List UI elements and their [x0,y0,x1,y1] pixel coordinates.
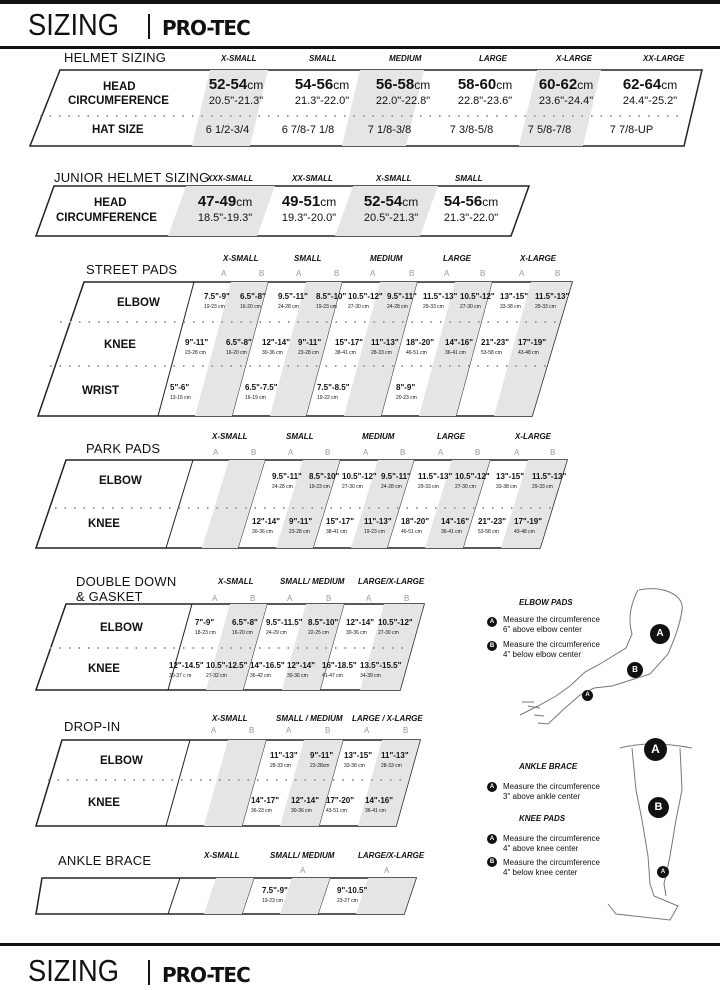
measurement-cell: 9"-11" 23-28 cm [298,338,322,356]
page-title: SIZING [28,7,119,42]
leg-marker-b-icon: B [648,797,669,818]
instruction-text: Measure the circumference 4" below knee center [503,858,600,877]
leg-illustration [608,744,692,920]
column-a-label: A [364,726,370,735]
row-label: HEAD [103,81,136,93]
measurement-cell: 10.5"-12" 27-30 cm [342,472,377,490]
measurement-cell: 9"-11" 23-28cm [310,751,334,769]
column-b-label: B [555,269,561,278]
column-a-label: A [370,269,376,278]
measurement-cell: 10.5"-12" 27-30 cm [378,618,413,636]
measurement-cell: 11"-13" 28-33 cm [381,751,409,769]
helmet-cell: 56-58cm 22.0"-22.8" [375,76,431,107]
column-a-label: A [300,866,306,875]
column-a-label: A [211,726,217,735]
row-label: KNEE [104,339,136,351]
size-header: LARGE [443,254,471,263]
column-b-label: B [325,726,331,735]
column-a-label: A [384,866,390,875]
column-a-label: A [444,269,450,278]
measurement-cell: 11.5"-13" 29-33 cm [423,292,458,310]
measurement-cell: 14"-16" 36-41 cm [441,517,470,535]
column-a-label: A [363,448,369,457]
measurement-cell: 21"-23" 53-58 cm [481,338,510,356]
size-header: LARGE / X-LARGE [352,714,423,723]
park-section-title: PARK PADS [86,441,161,456]
elbow-pads-title: ELBOW PADS [519,598,573,607]
measurement-cell: 7.5"-8.5" 19-22 cm [317,383,350,401]
marker-b-icon: B [487,857,497,867]
hat-size: 7 1/8-3/8 [367,124,412,136]
measurement-cell: 8.5"-10" 19-23 cm [316,292,347,310]
measurement-cell: 7.5"-9" 19-23 cm [204,292,230,310]
helmet-cell: 58-60cm 22.8"-23.6" [457,76,513,107]
measurement-cell: 14"-16" 36-41 cm [445,338,474,356]
size-header: X-SMALL [223,254,259,263]
double-section-title: DOUBLE DOWN & GASKET [76,574,177,604]
row-label: HAT SIZE [92,124,144,136]
measurement-cell: 7.5"-9" 19-23 cm [262,886,288,904]
measurement-cell: 18"-20" 46-51 cm [401,517,430,535]
measurement-cell: 6.5"-8" 16-20 cm [240,292,266,310]
brand-logo: PRO-TEC [162,963,250,987]
marker-a-icon: A [487,617,497,627]
dropin-section-title: DROP-IN [64,719,121,734]
size-header: MEDIUM [370,254,403,263]
measurement-cell: 9.5"-11" 24-28 cm [387,292,417,310]
divider [148,960,150,985]
column-b-label: B [475,448,481,457]
column-b-label: B [251,448,257,457]
column-a-label: A [438,448,444,457]
measurement-cell: 15"-17" 38-41 cm [335,338,364,356]
row-label: HEAD [94,197,127,209]
measurement-cell: 13"-15" 33-38 cm [496,472,525,490]
leg-marker-a-icon: A [657,866,669,878]
size-header: X-SMALL [218,577,254,586]
hat-size: 7 5/8-7/8 [527,124,572,136]
instruction-text: Measure the circumference 6" above elbow center [503,615,600,634]
size-header: XX-LARGE [643,54,685,63]
helmet-cell: 52-54cm 20.5"-21.3" [208,76,264,107]
row-label: WRIST [82,385,120,397]
measurement-cell: 11"-13" 19-23 cm [364,517,392,535]
column-b-label: B [404,594,410,603]
measurement-cell: 17"-20" 43-51 cm [326,796,355,814]
helmet-section-title: HELMET SIZING [64,50,167,65]
arm-marker-b-icon: B [627,662,643,678]
size-header: XX-SMALL [292,174,333,183]
column-a-label: A [213,448,219,457]
size-header: LARGE/X-LARGE [358,851,425,860]
measurement-cell: 9.5"-11.5" 24-29 cm [266,618,303,636]
size-header: X-SMALL [376,174,412,183]
size-header: MEDIUM [389,54,422,63]
measurement-cell: 16"-18.5" 41-47 cm [322,661,357,679]
size-header: SMALL [294,254,322,263]
measurement-cell: 12"-14" 30-36 cm [262,338,291,356]
column-b-label: B [400,448,406,457]
size-header: X-SMALL [212,714,248,723]
junior-cell: 54-56cm 21.3"-22.0" [443,193,499,224]
measurement-cell: 10.5"-12" 27-30 cm [460,292,495,310]
row-label: KNEE [88,663,120,675]
column-a-label: A [288,448,294,457]
marker-a-icon: A [487,782,497,792]
measurement-cell: 13"-15" 33-38 cm [344,751,373,769]
column-b-label: B [259,269,265,278]
marker-b-icon: B [487,641,497,651]
column-b-label: B [326,594,332,603]
row-label: ELBOW [117,297,160,309]
size-header: X-LARGE [515,432,551,441]
measurement-cell: 17"-19" 43-48 cm [514,517,543,535]
measurement-cell: 12"-14" 30-36 cm [291,796,320,814]
page-title: SIZING [28,953,119,988]
measurement-cell: 13.5"-15.5" 34-39 cm [360,661,402,679]
size-header: SMALL/ MEDIUM [280,577,345,586]
knee-pads-title: KNEE PADS [519,814,566,823]
size-header: X-SMALL [221,54,257,63]
measurement-cell: 15"-17" 38-41 cm [326,517,355,535]
instruction-text: Measure the circumference 4" below elbow center [503,640,600,659]
measurement-cell: 10.5"-12" 27-30 cm [455,472,490,490]
measurement-cell: 8.5"-10" 22-25 cm [308,618,339,636]
measurement-cell: 12"-14" 30-36 cm [287,661,316,679]
row-label: CIRCUMFERENCE [56,212,157,224]
size-header: SMALL [286,432,314,441]
measurement-cell: 14"-16" 36-41 cm [365,796,394,814]
measurement-cell: 11.5"-13" 29-33 cm [532,472,567,490]
row-label: KNEE [88,518,120,530]
row-label: ELBOW [99,475,142,487]
helmet-cell: 60-62cm 23.6"-24.4" [538,76,594,107]
measurement-cell: 7"-9" 18-23 cm [195,618,216,636]
brand-logo: PRO-TEC [162,16,250,40]
measurement-cell: 12"-14" 30-36 cm [252,517,281,535]
marker-a-icon: A [487,834,497,844]
measurement-cell: 6.5"-8" 16-20 cm [226,338,252,356]
measurement-cell: 11.5"-13" 29-33 cm [418,472,453,490]
column-b-label: B [249,726,255,735]
measurement-cell: 14"-17" 36-23 cm [251,796,280,814]
junior-section-title: JUNIOR HELMET SIZING [54,170,210,185]
column-a-label: A [221,269,227,278]
measurement-cell: 11"-13" 28-33 cm [270,751,298,769]
measurement-cell: 9"-11" 23-28 cm [185,338,209,356]
ankle-brace-title: ANKLE BRACE [519,762,578,771]
column-a-label: A [287,594,293,603]
page-footer [0,943,720,990]
measurement-cell: 11"-13" 28-33 cm [371,338,399,356]
helmet-cell: 54-56cm 21.3"-22.0" [294,76,350,107]
column-a-label: A [519,269,525,278]
size-header: SMALL/ MEDIUM [270,851,335,860]
measurement-cell: 10.5"-12.5" 27-32 cm [206,661,248,679]
measurement-cell: 12"-14" 30-36 cm [346,618,375,636]
row-label: ELBOW [100,755,143,767]
column-b-label: B [480,269,486,278]
column-b-label: B [250,594,256,603]
measurement-cell: 9.5"-11" 24-28 cm [278,292,308,310]
measurement-cell: 6.5"-7.5" 16-19 cm [245,383,278,401]
column-b-label: B [409,269,415,278]
measurement-cell: 9"-10.5" 23-27 cm [337,886,368,904]
measurement-cell: 11.5"-13" 29-33 cm [535,292,570,310]
junior-cell: 52-54cm 20.5"-21.3" [363,193,419,224]
measurement-cell: 8.5"-10" 19-23 cm [309,472,340,490]
column-a-label: A [296,269,302,278]
measurement-cell: 21"-23" 53-58 cm [478,517,507,535]
measurement-cell: 14"-16.5" 36-42 cm [250,661,285,679]
hat-size: 7 7/8-UP [609,124,654,136]
hat-size: 7 3/8-5/8 [449,124,494,136]
column-b-label: B [403,726,409,735]
size-header: LARGE [437,432,465,441]
column-a-label: A [212,594,218,603]
measurement-cell: 9.5"-11" 24-28 cm [381,472,411,490]
measurement-cell: 6.5"-8" 16-20 cm [232,618,258,636]
instruction-text: Measure the circumference 3" above ankle center [503,782,600,801]
size-header: X-LARGE [556,54,592,63]
measurement-cell: 17"-19" 43-48 cm [518,338,547,356]
measurement-cell: 8"-9" 20-23 cm [396,383,417,401]
size-header: LARGE/X-LARGE [358,577,425,586]
column-b-label: B [550,448,556,457]
hat-size: 6 1/2-3/4 [205,124,250,136]
size-header: SMALL [309,54,337,63]
measurement-cell: 9.5"-11" 24-28 cm [272,472,302,490]
row-label: ELBOW [100,622,143,634]
size-header: SMALL [455,174,483,183]
column-a-label: A [366,594,372,603]
size-header: XXX-SMALL [207,174,254,183]
measurement-cell: 10.5"-12" 27-30 cm [348,292,383,310]
column-a-label: A [286,726,292,735]
size-header: X-SMALL [204,851,240,860]
size-header: LARGE [479,54,507,63]
size-header: SMALL / MEDIUM [276,714,343,723]
row-label: KNEE [88,797,120,809]
size-header: X-SMALL [212,432,248,441]
arm-marker-a-icon: A [650,624,670,644]
junior-cell: 47-49cm 18.5"-19.3" [197,193,253,224]
hat-size: 6 7/8-7 1/8 [281,124,335,136]
helmet-cell: 62-64cm 24.4"-25.2" [622,76,678,107]
size-header: X-LARGE [520,254,556,263]
street-section-title: STREET PADS [86,262,178,277]
column-b-label: B [325,448,331,457]
size-header: MEDIUM [362,432,395,441]
measurement-cell: 18"-20" 46-51 cm [406,338,435,356]
measurement-cell: 12"-14.5" 30-37 c m [169,661,204,679]
measurement-cell: 9"-11" 23-28 cm [289,517,313,535]
leg-marker-a-icon: A [644,738,667,761]
measurement-cell: 5"-6" 13-15 cm [170,383,191,401]
column-a-label: A [514,448,520,457]
measurement-cell: 13"-15" 33-38 cm [500,292,529,310]
junior-cell: 49-51cm 19.3"-20.0" [281,193,337,224]
row-label: CIRCUMFERENCE [68,95,169,107]
arm-marker-a-icon: A [582,690,593,701]
column-b-label: B [334,269,340,278]
ankle-section-title: ANKLE BRACE [58,853,152,868]
instruction-text: Measure the circumference 4" above knee center [503,834,600,853]
